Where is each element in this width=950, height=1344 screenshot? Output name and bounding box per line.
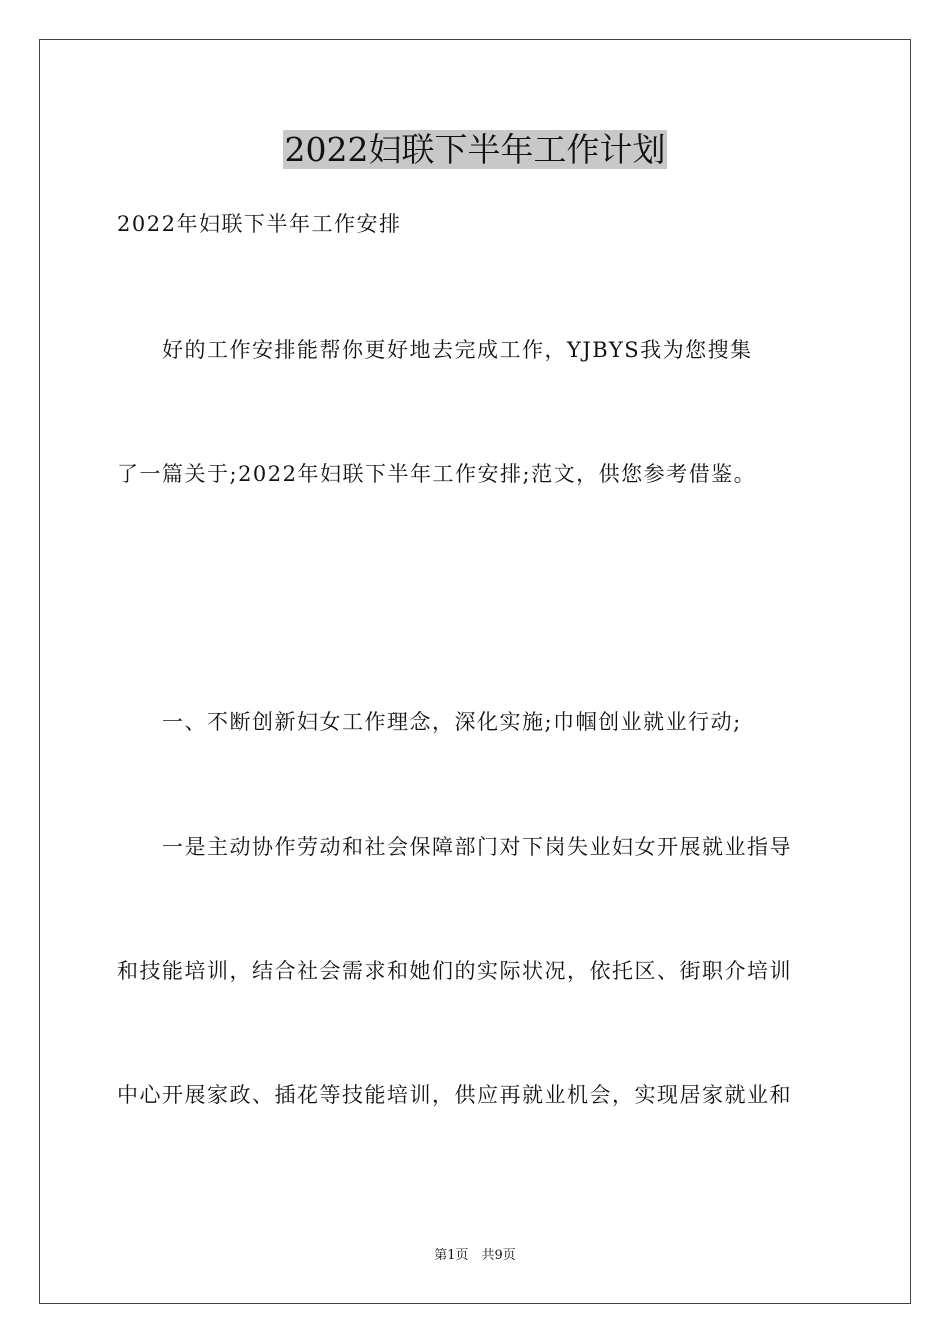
paragraph-line: 好的工作安排能帮你更好地去完成工作，YJBYS我为您搜集 (117, 338, 753, 362)
section-heading: 一、不断创新妇女工作理念，深化实施;巾帼创业就业行动; (117, 710, 742, 734)
document-title-text: 2022妇联下半年工作计划 (284, 130, 666, 169)
paragraph-line: 一是主动协作劳动和社会保障部门对下岗失业妇女开展就业指导 (117, 835, 792, 859)
document-subtitle: 2022年妇联下半年工作安排 (117, 212, 402, 236)
paragraph-line: 和技能培训，结合社会需求和她们的实际状况，依托区、街职介培训 (117, 959, 792, 983)
paragraph-line: 了一篇关于;2022年妇联下半年工作安排;范文，供您参考借鉴。 (117, 462, 757, 486)
paragraph-line: 中心开展家政、插花等技能培训，供应再就业机会，实现居家就业和 (117, 1083, 792, 1107)
page-number-footer: 第1页 共9页 (434, 1248, 516, 1263)
document-title (0, 128, 950, 172)
